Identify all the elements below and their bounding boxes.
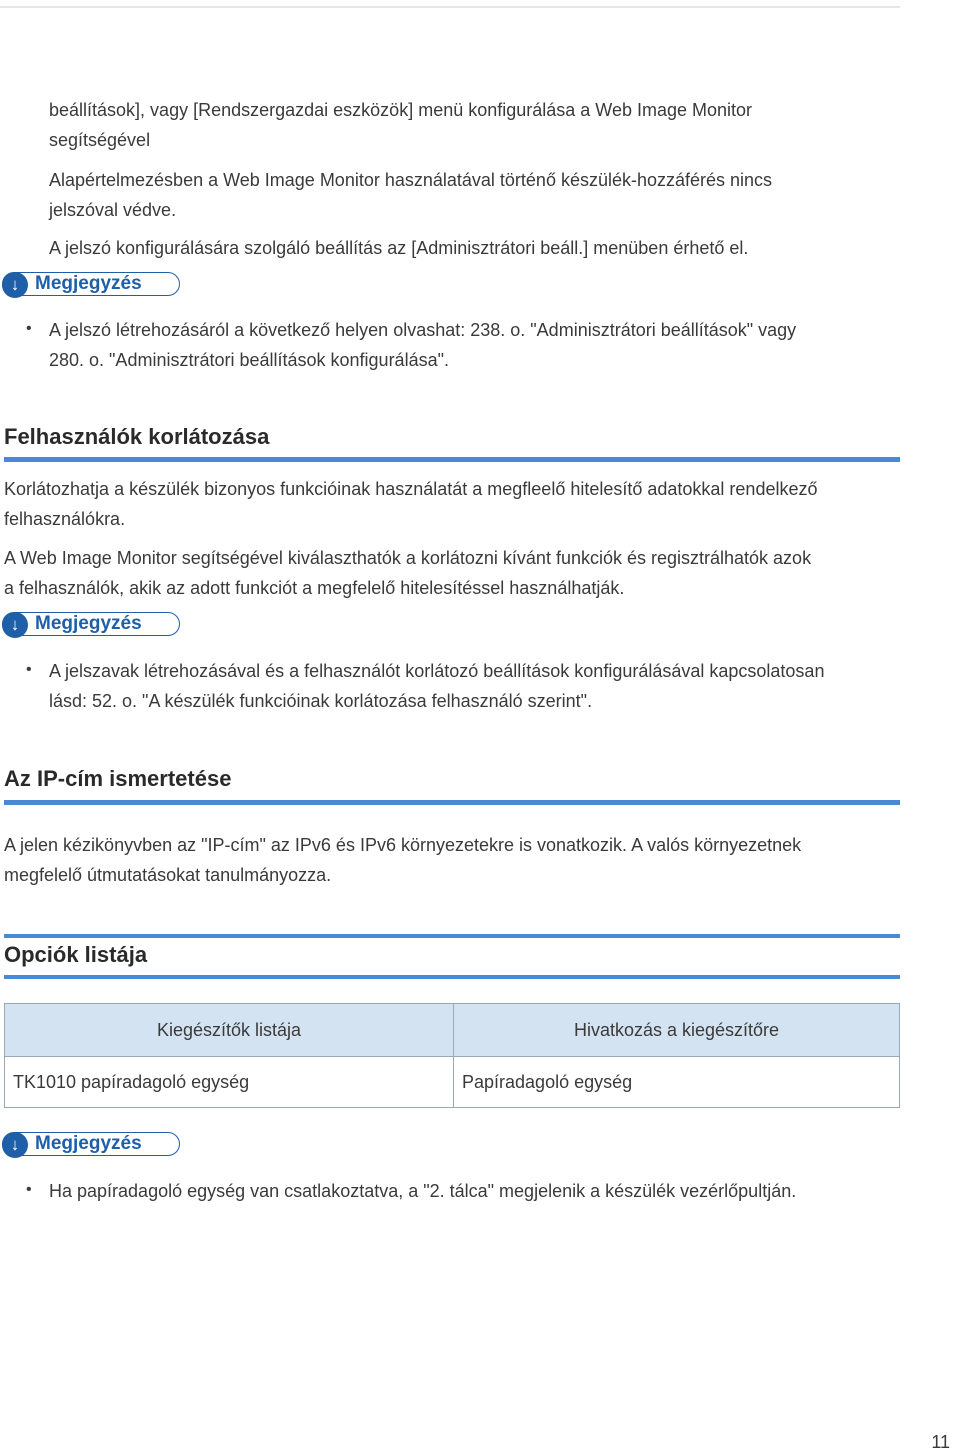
section-rule <box>4 975 900 979</box>
table-header-cell: Hivatkozás a kiegészítőre <box>454 1004 900 1057</box>
intro-line: beállítások], vagy [Rendszergazdai eszközök] menü konfigurálása a Web Image Monitor <box>49 100 753 120</box>
down-arrow-icon: ↓ <box>2 1132 28 1158</box>
note-label: Megjegyzés <box>35 1133 142 1154</box>
note-text: A jelszó létrehozásáról a következő helyen olvashat: 238. o. "Adminisztrátori beállítások" vagy <box>49 320 797 340</box>
intro-line: segítségével <box>49 130 151 150</box>
section-rule <box>4 934 900 938</box>
note-text: Ha papíradagoló egység van csatlakoztatva, a "2. tálca" megjelenik a készülék vezérlőpultján. <box>49 1181 797 1201</box>
table-cell: TK1010 papíradagoló egység <box>5 1057 454 1108</box>
section-heading: Felhasználók korlátozása <box>4 424 270 449</box>
note-label: Megjegyzés <box>35 613 142 634</box>
paragraph-line: a felhasználók, akik az adott funkciót a megfelelő hitelesítéssel használhatják. <box>4 578 625 598</box>
note-heading <box>2 612 182 638</box>
top-divider <box>0 6 900 8</box>
page-number: 11 <box>931 1432 950 1452</box>
note-text: 280. o. "Adminisztrátori beállítások konfigurálása". <box>49 350 449 370</box>
section-rule <box>4 457 900 462</box>
intro-line: A jelszó konfigurálására szolgáló beállítás az [Adminisztrátori beáll.] menüben érhető el. <box>49 238 749 258</box>
table-header-cell: Kiegészítők listája <box>5 1004 454 1057</box>
note-label: Megjegyzés <box>35 273 142 294</box>
note-text: A jelszavak létrehozásával és a felhasználót korlátozó beállítások konfigurálásával kapcsolatosan <box>49 661 825 681</box>
section-heading: Opciók listája <box>4 942 148 967</box>
intro-line: Alapértelmezésben a Web Image Monitor használatával történő készülék-hozzáférés nincs <box>49 170 773 190</box>
paragraph-line: felhasználókra. <box>4 509 126 529</box>
options-table <box>4 1003 900 1108</box>
paragraph-line: A Web Image Monitor segítségével kiválaszthatók a korlátozni kívánt funkciók és regisztrálhatók azok <box>4 548 812 568</box>
down-arrow-icon: ↓ <box>2 272 28 298</box>
down-arrow-icon: ↓ <box>2 612 28 638</box>
section-rule <box>4 800 900 805</box>
table-cell: Papíradagoló egység <box>454 1057 900 1108</box>
note-heading <box>2 272 182 298</box>
bullet-icon: • <box>26 320 32 337</box>
section-heading: Az IP-cím ismertetése <box>4 766 232 791</box>
table-row <box>5 1057 900 1108</box>
paragraph-line: A jelen kézikönyvben az "IP-cím" az IPv6 és IPv6 környezetekre is vonatkozik. A valós környezetnek <box>4 835 802 855</box>
paragraph-line: Korlátozhatja a készülék bizonyos funkcióinak használatát a megfleelő hitelesítő adatokkal rendelkező <box>4 479 818 499</box>
bullet-icon: • <box>26 1181 32 1198</box>
bullet-icon: • <box>26 661 32 678</box>
intro-line: jelszóval védve. <box>49 200 177 220</box>
note-heading <box>2 1132 182 1158</box>
note-text: lásd: 52. o. "A készülék funkcióinak korlátozása felhasználó szerint". <box>49 691 593 711</box>
table-header-row <box>5 1004 900 1057</box>
paragraph-line: megfelelő útmutatásokat tanulmányozza. <box>4 865 332 885</box>
